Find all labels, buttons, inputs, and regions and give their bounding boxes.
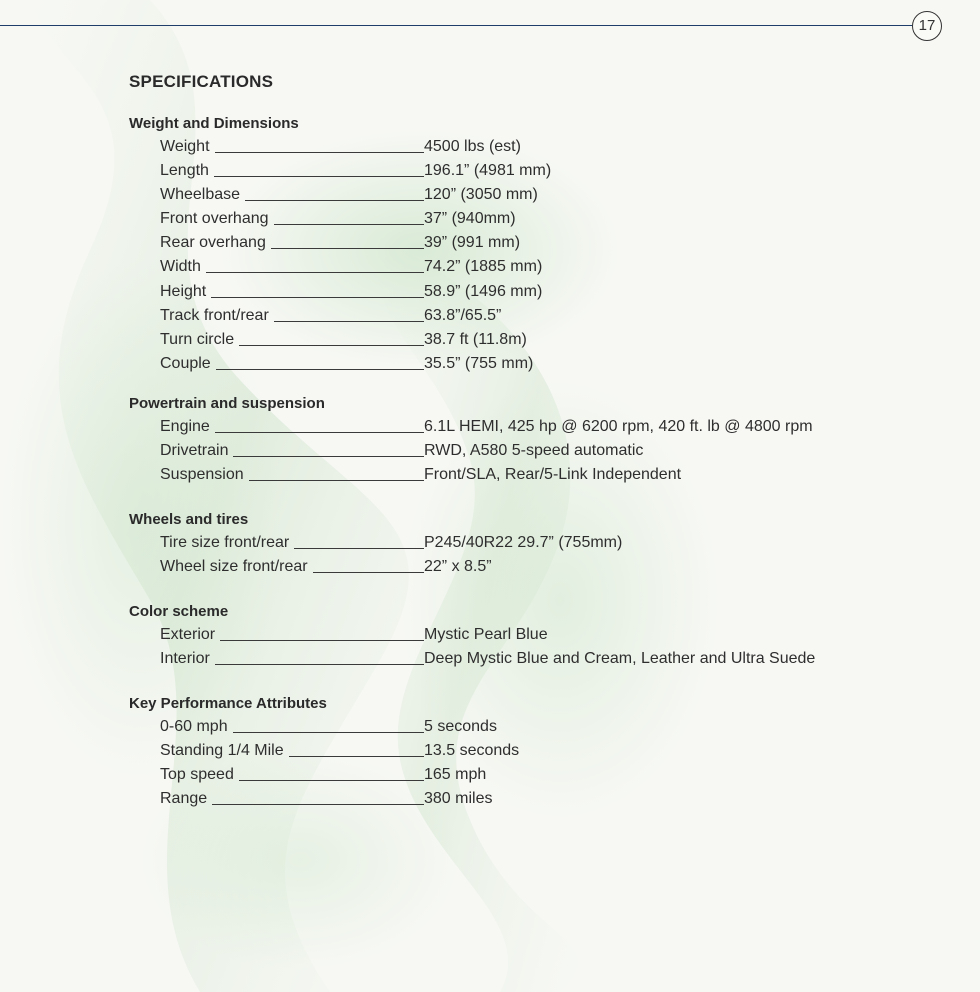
spec-value: 37” (940mm)	[424, 210, 516, 228]
spec-row	[129, 183, 889, 207]
spec-value: Mystic Pearl Blue	[424, 626, 548, 643]
spec-label: 0-60 mph	[160, 718, 228, 735]
spec-value: 165 mph	[424, 766, 487, 784]
specifications-content	[129, 70, 816, 808]
spec-label: Length	[160, 162, 209, 180]
leader-line	[274, 207, 424, 225]
spec-label: Weight	[160, 138, 210, 155]
spec-row	[129, 531, 889, 555]
leader-line	[274, 304, 424, 322]
spec-row	[129, 280, 889, 304]
spec-value: 39” (991 mm)	[424, 234, 521, 252]
leader-line	[233, 715, 424, 733]
spec-label: Top speed	[160, 766, 234, 784]
spec-label: Suspension	[160, 466, 244, 484]
spec-label: Front overhang	[160, 210, 269, 228]
section-key-performance	[129, 693, 889, 811]
leader-line	[212, 787, 424, 805]
leader-line	[245, 183, 424, 201]
leader-line	[215, 135, 424, 153]
spec-label: Range	[160, 790, 208, 808]
spec-row	[129, 787, 889, 811]
spec-row	[129, 647, 889, 671]
leader-line	[271, 231, 424, 249]
section-powertrain-suspension	[129, 393, 889, 487]
section-weight-dimensions	[129, 113, 889, 376]
spec-label: Tire size front/rear	[160, 534, 290, 551]
spec-label: Engine	[160, 418, 210, 435]
spec-value: 13.5 seconds	[424, 742, 520, 760]
section-wheels-tires	[129, 509, 889, 579]
spec-row	[129, 623, 889, 647]
spec-value: 5 seconds	[424, 718, 497, 735]
spec-value: 38.7 ft (11.8m)	[424, 330, 527, 348]
leader-line	[249, 463, 424, 481]
leader-line	[294, 531, 424, 549]
spec-label: Wheel size front/rear	[160, 558, 308, 576]
spec-label: Rear overhang	[160, 234, 266, 252]
spec-row	[129, 415, 889, 439]
section-title: Key Performance Attributes	[129, 695, 327, 712]
spec-label: Standing 1/4 Mile	[160, 742, 284, 760]
spec-value: P245/40R22 29.7” (755mm)	[424, 534, 623, 551]
section-title: Color scheme	[129, 603, 229, 620]
leader-line	[216, 352, 424, 370]
spec-row	[129, 715, 889, 739]
leader-line	[206, 255, 424, 273]
spec-row	[129, 463, 889, 487]
spec-value: 58.9” (1496 mm)	[424, 282, 543, 300]
spec-value: 35.5” (755 mm)	[424, 354, 534, 372]
leader-line	[313, 555, 424, 573]
spec-value: 120” (3050 mm)	[424, 186, 538, 204]
spec-row	[129, 231, 889, 255]
spec-label: Width	[160, 258, 201, 276]
section-color-scheme	[129, 601, 889, 671]
spec-value: 74.2” (1885 mm)	[424, 258, 543, 276]
spec-label: Turn circle	[160, 330, 235, 348]
leader-line	[233, 439, 424, 457]
spec-row	[129, 555, 889, 579]
leader-line	[215, 647, 424, 665]
spec-row	[129, 159, 889, 183]
section-title: Powertrain and suspension	[129, 395, 325, 412]
leader-line	[220, 623, 424, 641]
spec-value: Front/SLA, Rear/5-Link Independent	[424, 466, 682, 484]
spec-value: 22” x 8.5”	[424, 558, 492, 576]
spec-label: Interior	[160, 650, 210, 668]
spec-label: Couple	[160, 354, 211, 372]
spec-row	[129, 439, 889, 463]
page-title: SPECIFICATIONS	[129, 72, 274, 91]
leader-line	[215, 415, 424, 433]
spec-value: 4500 lbs (est)	[424, 138, 521, 155]
leader-line	[239, 763, 424, 781]
spec-row	[129, 352, 889, 376]
page-number: 17	[912, 11, 942, 41]
spec-row	[129, 304, 889, 328]
spec-value: 6.1L HEMI, 425 hp @ 6200 rpm, 420 ft. lb @ 4800 rpm	[424, 418, 813, 435]
leader-line	[214, 159, 424, 177]
spec-value: 196.1” (4981 mm)	[424, 162, 552, 180]
spec-row	[129, 739, 889, 763]
spec-label: Wheelbase	[160, 186, 241, 204]
spec-row	[129, 763, 889, 787]
spec-row	[129, 135, 889, 159]
spec-value: 380 miles	[424, 790, 493, 808]
section-title: Wheels and tires	[129, 511, 249, 528]
spec-row	[129, 255, 889, 279]
spec-label: Height	[160, 282, 207, 300]
top-rule	[0, 25, 912, 26]
spec-label: Track front/rear	[160, 306, 269, 324]
spec-value: 63.8”/65.5”	[424, 306, 502, 324]
spec-row	[129, 328, 889, 352]
spec-label: Drivetrain	[160, 442, 229, 460]
spec-value: RWD, A580 5-speed automatic	[424, 442, 644, 460]
spec-row	[129, 207, 889, 231]
spec-value: Deep Mystic Blue and Cream, Leather and Ultra Suede	[424, 650, 816, 668]
leader-line	[239, 328, 424, 346]
leader-line	[211, 280, 424, 298]
section-title: Weight and Dimensions	[129, 115, 299, 132]
leader-line	[289, 739, 424, 757]
spec-label: Exterior	[160, 626, 216, 643]
